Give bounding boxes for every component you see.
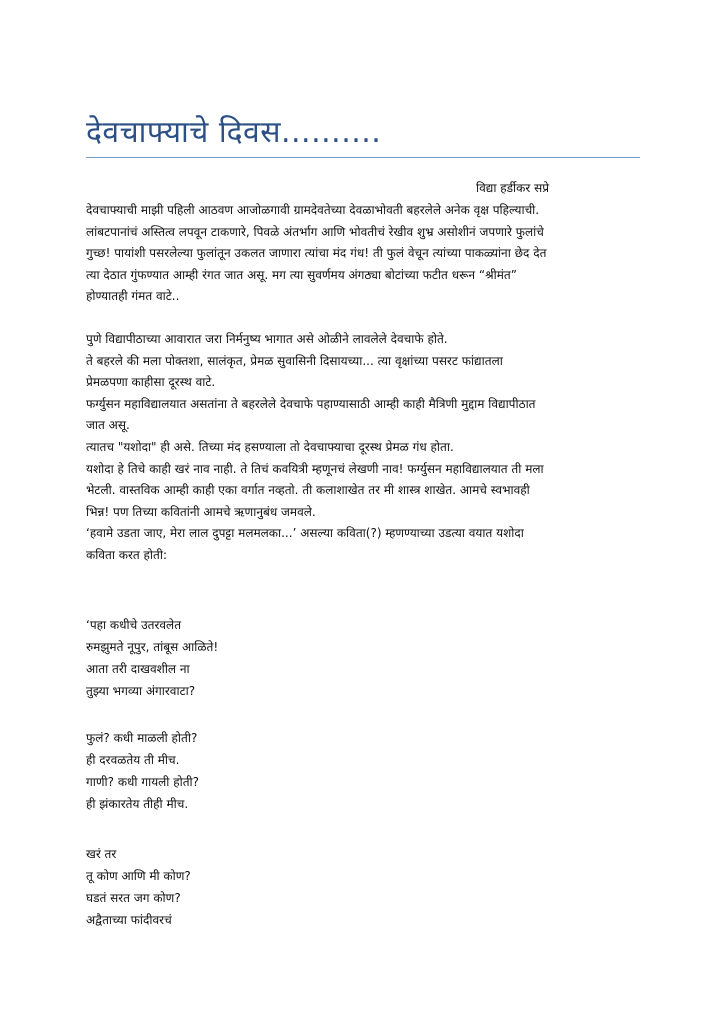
paragraph-1: [86, 200, 646, 308]
poem-line: तुझ्या भगव्या अंगारवाटा?: [86, 684, 196, 698]
poem-line: खरं तर: [86, 847, 117, 861]
text-line: त्यातच "यशोदा" ही असे. तिच्या मंद हसण्याला तो देवचाफ्याचा दूरस्थ प्रेमळ गंध होता.: [86, 439, 454, 454]
text-line: ते बहरले की मला पोक्तशा, सालंकृत, प्रेमळ सुवासिनी दिसायच्या... त्या वृक्षांच्या पसरट फांद्यातला: [86, 353, 503, 368]
text-line: प्रेमळपणा काहीसा दूरस्थ वाटे.: [86, 375, 216, 390]
prose-body: [86, 200, 646, 567]
poem-line: आता तरी दाखवशील ना: [86, 662, 190, 676]
text-line: ‘हवामे उडता जाए, मेरा लाल दुपट्टा मलमलका...’ असल्या कविता(?) म्हणण्याच्या उडत्या वयात यशोदा: [86, 526, 524, 541]
text-line: भिन्न! पण तिच्या कवितांनी आमचे ऋणानुबंध जमवले.: [86, 504, 316, 519]
poem-line: रुमझुमते नूपुर, तांबूस आळिते!: [86, 640, 219, 654]
text-line: त्या देठात गुंफण्यात आम्ही रंगत जात असू. मग त्या सुवर्णमय अंगठ्या बोटांच्या फटीत धरून “श्रीमंत”: [86, 267, 517, 282]
text-line: कविता करत होती:: [86, 547, 168, 562]
poem-line: फुलं? कधी माळली होती?: [86, 731, 198, 745]
poem-line: ही झंकारतेय तीही मीच.: [86, 797, 189, 811]
poem-stanza-1: [86, 614, 218, 702]
text-line: भेटली. वास्तविक आम्ही काही एका वर्गात नव्हतो. ती कलाशाखेत तर मी शास्त्र शाखेत. आमचे स्वभावही: [86, 483, 530, 498]
poem-stanza-2: [86, 727, 199, 815]
title-divider: [86, 157, 640, 158]
poem-line: ही दरवळतेय ती मीच.: [86, 753, 180, 767]
text-line: गुच्छ! पायांशी पसरलेल्या फुलांतून उकलत जाणारा त्यांचा मंद गंध! ती फुलं वेचून त्यांच्या पाकळ्यांना छेद देत: [86, 246, 547, 261]
poem-line: घडतं सरत जग कोण?: [86, 891, 181, 905]
author-name: विद्या हर्डीकर सप्रे: [476, 181, 550, 195]
poem-line: तू कोण आणि मी कोण?: [86, 869, 191, 883]
text-line: होण्यातही गंमत वाटे..: [86, 289, 180, 304]
poem-stanza-3: [86, 843, 191, 931]
poem-line: ‘पहा कधीचे उतरवलेत: [86, 618, 182, 632]
text-line: देवचाफ्याची माझी पहिली आठवण आजोळगावी ग्रामदेवतेच्या देवळाभोवती बहरलेले अनेक वृक्ष पहिल्याची.: [86, 203, 540, 217]
poem-line: गाणी? कधी गायली होती?: [86, 775, 200, 789]
paragraph-2: [86, 329, 646, 567]
text-line: पुणे विद्यापीठाच्या आवारात जरा निर्मनुष्य भागात असे ओळीने लावलेले देवचाफे होते.: [86, 331, 448, 346]
document-title: देवचाफ्याचे दिवस..........: [86, 115, 382, 150]
text-line: जात असू.: [86, 418, 130, 433]
text-line: लांबटपानांचं अस्तित्व लपवून टाकणारे, पिवळे अंतर्भाग आणि भोवतीचं रेखीव शुभ्र असोशीनं जपणारे फुलांचे: [86, 224, 544, 239]
text-line: यशोदा हे तिचे काही खरं नाव नाही. ते तिचं कवयित्री म्हणूनचं लेखणी नाव! फर्ग्युसन महाविद्यालयात ती मला: [86, 461, 544, 476]
text-line: फर्ग्युसन महाविद्यालयात असतांना ते बहरलेले देवचाफे पहाण्यासाठी आम्ही काही मैत्रिणी मुद्दाम विद्यापीठात: [86, 396, 536, 411]
poem-line: अद्वैताच्या फांदीवरचं: [86, 913, 172, 927]
